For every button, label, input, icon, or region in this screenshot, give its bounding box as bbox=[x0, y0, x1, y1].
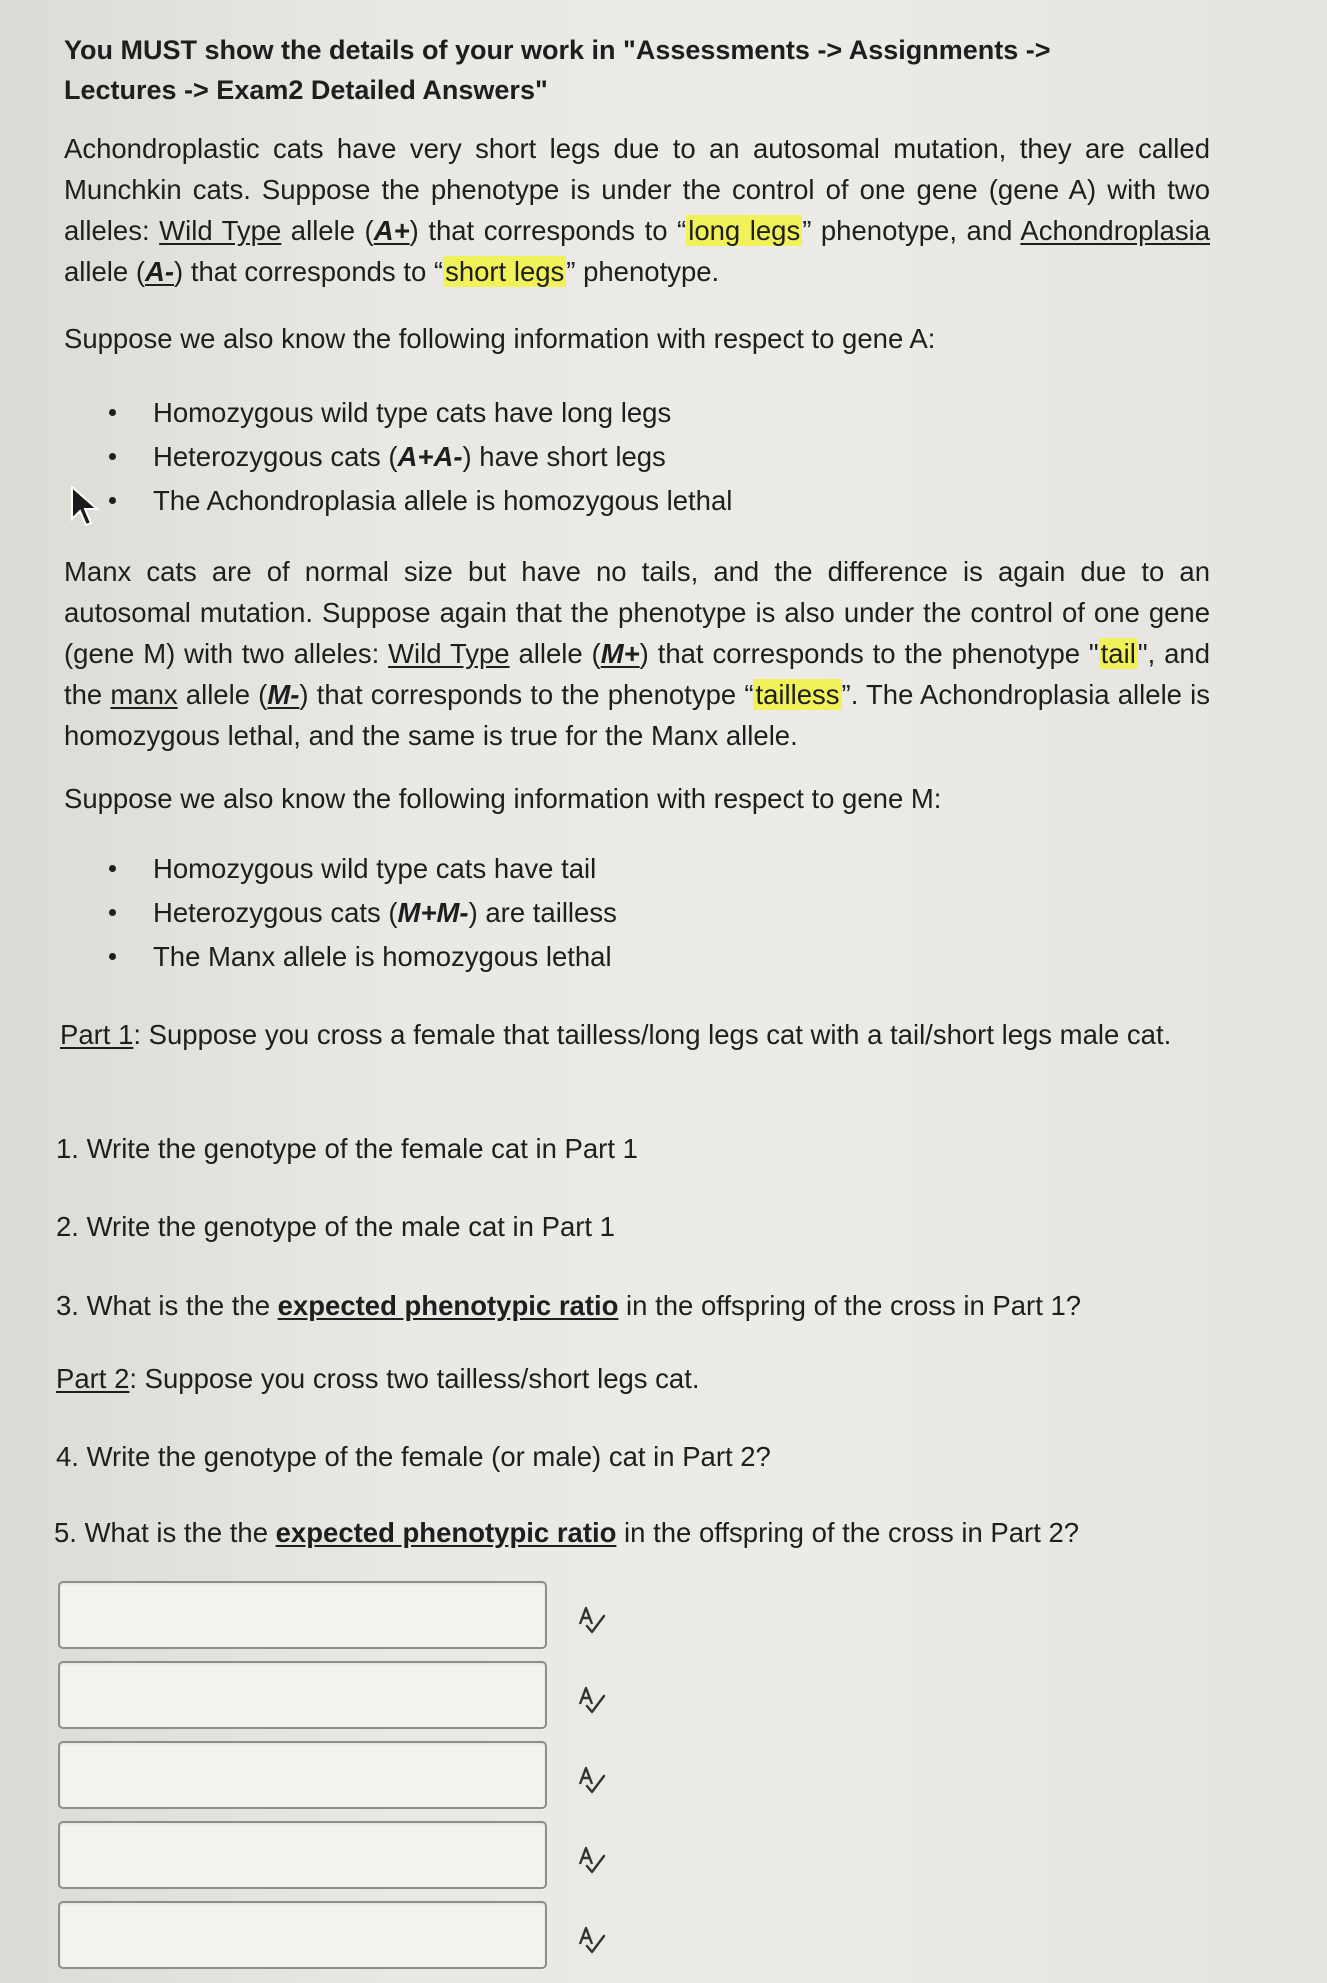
spellcheck-icon[interactable] bbox=[574, 1922, 608, 1956]
question-2: 2. Write the genotype of the male cat in Part 1 bbox=[56, 1211, 615, 1242]
bullet-text: Heterozygous cats ( bbox=[153, 441, 398, 472]
bullet-text: ) are tailless bbox=[468, 897, 617, 928]
manx-text-6: ) that corresponds to the phenotype “ bbox=[299, 679, 754, 710]
manx-text-2: allele ( bbox=[509, 638, 601, 669]
genotype-m-het: M+M- bbox=[397, 897, 469, 928]
intro-text-1: Achondroplastic cats have very short legs due to an autosomal mutation, they are called Munchkin cats. Suppose the phenotype is under the control of one gene (gene A) with two alleles: bbox=[64, 133, 1210, 246]
part-1-text: : Suppose you cross a female that tailless/long legs cat with a tail/short legs male cat. bbox=[133, 1019, 1172, 1050]
instructions-line-2: Lectures -> Exam2 Detailed Answers" bbox=[64, 75, 548, 105]
intro-text-5: allele ( bbox=[64, 256, 146, 287]
gene-a-lead: Suppose we also know the following information with respect to gene A: bbox=[64, 323, 936, 354]
allele-a-minus: A- bbox=[145, 256, 175, 287]
bullet-text: The Achondroplasia allele is homozygous lethal bbox=[153, 485, 733, 516]
bullet-text: Homozygous wild type cats have tail bbox=[153, 853, 597, 884]
part-2-label: Part 2 bbox=[56, 1363, 130, 1394]
gene-m-bullet-3 bbox=[105, 935, 617, 979]
answer-field-1[interactable] bbox=[58, 1581, 547, 1649]
question-5 bbox=[54, 1513, 1079, 1553]
question-3-text: 3. What is the the bbox=[56, 1290, 278, 1321]
gene-m-bullet-2 bbox=[105, 891, 617, 935]
question-5-text: 5. What is the the bbox=[54, 1517, 276, 1548]
gene-a-bullet-list bbox=[105, 391, 732, 523]
intro-text-7: ” phenotype. bbox=[566, 256, 720, 287]
part-2-description bbox=[56, 1359, 700, 1399]
intro-paragraph bbox=[64, 128, 1210, 292]
question-3 bbox=[56, 1286, 1081, 1326]
manx-term: manx bbox=[110, 679, 178, 710]
intro-text-4: ” phenotype, and bbox=[802, 215, 1021, 246]
bullet-text: Homozygous wild type cats have long legs bbox=[153, 397, 672, 428]
gene-a-bullet-3 bbox=[105, 479, 732, 523]
manx-paragraph bbox=[64, 551, 1210, 756]
wild-type-term: Wild Type bbox=[159, 215, 282, 246]
long-legs-highlight: long legs bbox=[688, 215, 801, 246]
instructions-header bbox=[64, 30, 1210, 110]
bullet-icon bbox=[109, 953, 116, 960]
spellcheck-icon[interactable] bbox=[574, 1842, 608, 1876]
genotype-a-het: A+A- bbox=[397, 441, 463, 472]
allele-m-minus: M- bbox=[267, 679, 300, 710]
bullet-text: The Manx allele is homozygous lethal bbox=[153, 941, 612, 972]
spellcheck-icon[interactable] bbox=[574, 1762, 608, 1796]
mouse-pointer-icon bbox=[70, 485, 102, 529]
allele-a-plus: A+ bbox=[373, 215, 410, 246]
question-4: 4. Write the genotype of the female (or male) cat in Part 2? bbox=[56, 1441, 771, 1472]
intro-text-2: allele ( bbox=[281, 215, 374, 246]
bullet-icon bbox=[109, 409, 116, 416]
part-2-text: : Suppose you cross two tailless/short legs cat. bbox=[129, 1363, 700, 1394]
bullet-icon bbox=[109, 453, 116, 460]
intro-text-6: ) that corresponds to “ bbox=[174, 256, 444, 287]
part-1-description bbox=[60, 1013, 1200, 1056]
answer-field-3[interactable] bbox=[58, 1741, 547, 1809]
answer-field-4[interactable] bbox=[58, 1821, 547, 1889]
short-legs-highlight: short legs bbox=[445, 256, 565, 287]
gene-m-bullet-list bbox=[105, 847, 617, 979]
question-5-emphasis: expected phenotypic ratio bbox=[275, 1517, 617, 1548]
answer-field-2[interactable] bbox=[58, 1661, 547, 1729]
question-5-text-end: in the offspring of the cross in Part 2? bbox=[616, 1517, 1080, 1548]
bullet-icon bbox=[109, 497, 116, 504]
gene-m-lead: Suppose we also know the following information with respect to gene M: bbox=[64, 783, 942, 814]
intro-text-3: ) that corresponds to “ bbox=[409, 215, 687, 246]
wild-type-term: Wild Type bbox=[388, 638, 510, 669]
bullet-text: Heterozygous cats ( bbox=[153, 897, 398, 928]
manx-text-4: ", and the bbox=[64, 638, 1210, 710]
manx-text-1: Manx cats are of normal size but have no tails, and the difference is again due to an autosomal mutation. Suppose again that the phenotype is also under the control of one gene (gene M) with two alleles: bbox=[64, 556, 1210, 669]
achondroplasia-term: Achondroplasia bbox=[1020, 215, 1210, 246]
gene-m-bullet-1 bbox=[105, 847, 617, 891]
allele-m-plus: M+ bbox=[600, 638, 640, 669]
question-1: 1. Write the genotype of the female cat in Part 1 bbox=[56, 1133, 638, 1164]
part-1-label: Part 1 bbox=[60, 1019, 134, 1050]
manx-text-5: allele ( bbox=[177, 679, 268, 710]
manx-text-7: ”. The Achondroplasia allele is homozygous lethal, and the same is true for the Manx allele. bbox=[64, 679, 1210, 751]
question-3-emphasis: expected phenotypic ratio bbox=[277, 1290, 619, 1321]
manx-text-3: ) that corresponds to the phenotype " bbox=[639, 638, 1099, 669]
tail-highlight: tail bbox=[1100, 638, 1136, 669]
instructions-line-1: You MUST show the details of your work in "Assessments -> Assignments -> bbox=[64, 35, 1051, 65]
bullet-icon bbox=[109, 865, 116, 872]
spellcheck-icon[interactable] bbox=[574, 1682, 608, 1716]
question-3-text-end: in the offspring of the cross in Part 1? bbox=[618, 1290, 1082, 1321]
gene-a-bullet-2 bbox=[105, 435, 732, 479]
gene-a-bullet-1 bbox=[105, 391, 732, 435]
spellcheck-icon[interactable] bbox=[574, 1602, 608, 1636]
bullet-text: ) have short legs bbox=[462, 441, 666, 472]
bullet-icon bbox=[109, 909, 116, 916]
answer-field-5[interactable] bbox=[58, 1901, 547, 1969]
tailless-highlight: tailless bbox=[755, 679, 840, 710]
